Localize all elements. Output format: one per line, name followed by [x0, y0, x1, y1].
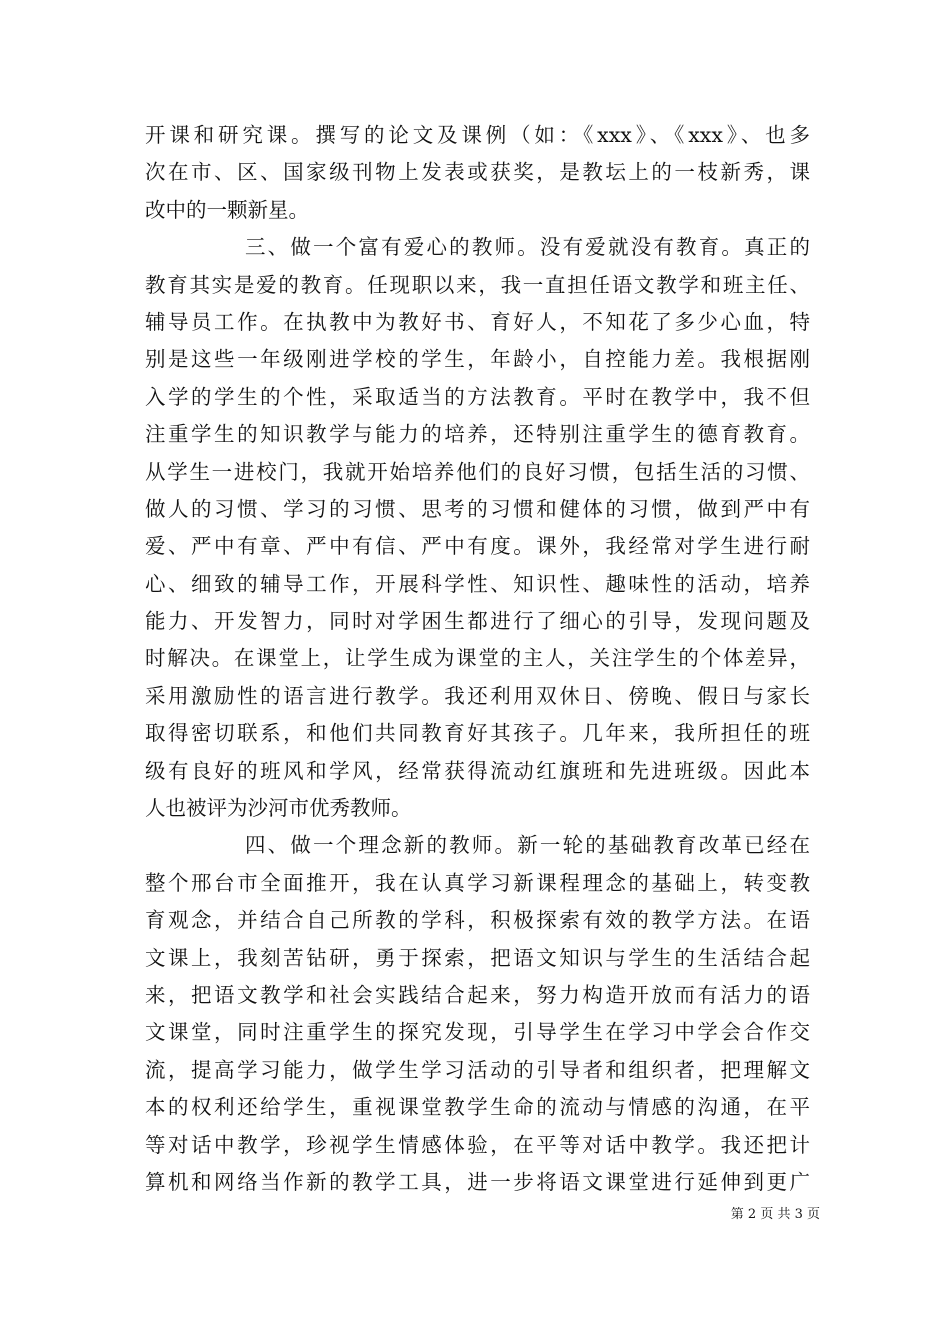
text-line: 次在市、区、国家级刊物上发表或获奖，是教坛上的一枝新秀，课	[145, 160, 810, 185]
text-line: 爱、严中有章、严中有信、严中有度。课外，我经常对学生进行耐	[145, 534, 810, 559]
text-line: 文课上，我刻苦钻研，勇于探索，把语文知识与学生的生活结合起	[145, 945, 810, 970]
text-line: 采用激励性的语言进行教学。我还利用双休日、傍晚、假日与家长	[145, 683, 810, 708]
text-line: 教育其实是爱的教育。任现职以来，我一直担任语文教学和班主任、	[145, 272, 810, 297]
text-line: 时解决。在课堂上，让学生成为课堂的主人，关注学生的个体差异，	[145, 646, 810, 671]
text-line: 等对话中教学，珍视学生情感体验，在平等对话中教学。我还把计	[145, 1132, 810, 1157]
text-line: 流，提高学习能力，做学生学习活动的引导者和组织者，把理解文	[145, 1057, 810, 1082]
text-line: 取得密切联系，和他们共同教育好其孩子。几年来，我所担任的班	[145, 721, 810, 746]
text-line: 别是这些一年级刚进学校的学生，年龄小，自控能力差。我根据刚	[145, 347, 810, 372]
text-line: 本的权利还给学生，重视课堂教学生命的流动与情感的沟通，在平	[145, 1095, 810, 1120]
text-line: 改中的一颗新星。	[145, 197, 309, 222]
text-line: 注重学生的知识教学与能力的培养，还特别注重学生的德育教育。	[145, 422, 810, 447]
paragraph	[145, 827, 810, 1201]
paragraph	[145, 117, 810, 229]
page-number-footer: 第 2 页 共 3 页	[730, 1207, 820, 1222]
text-line: 人也被评为沙河市优秀教师。	[145, 796, 412, 821]
text-line: 育观念，并结合自己所教的学科，积极探索有效的教学方法。在语	[145, 908, 810, 933]
text-line: 从学生一进校门，我就开始培养他们的良好习惯，包括生活的习惯、	[145, 459, 810, 484]
text-line: 级有良好的班风和学风，经常获得流动红旗班和先进班级。因此本	[145, 758, 810, 783]
text-line: 辅导员工作。在执教中为教好书、育好人，不知花了多少心血，特	[145, 309, 810, 334]
paragraph	[145, 229, 810, 827]
text-line: 心、细致的辅导工作，开展科学性、知识性、趣味性的活动，培养	[145, 571, 810, 596]
body-text	[145, 117, 810, 1201]
text-line: 做人的习惯、学习的习惯、思考的习惯和健体的习惯，做到严中有	[145, 496, 810, 521]
text-line: 整个邢台市全面推开，我在认真学习新课程理念的基础上，转变教	[145, 870, 810, 895]
text-line: 文课堂，同时注重学生的探究发现，引导学生在学习中学会合作交	[145, 1020, 810, 1045]
text-line: 算机和网络当作新的教学工具，进一步将语文课堂进行延伸到更广	[145, 1169, 810, 1194]
text-line: 四、做一个理念新的教师。新一轮的基础教育改革已经在	[245, 833, 810, 858]
text-line: 入学的学生的个性，采取适当的方法教育。平时在教学中，我不但	[145, 384, 810, 409]
text-line: 开课和研究课。撰写的论文及课例（如：《xxx》、《xxx》、也多	[145, 123, 810, 147]
text-line: 来，把语文教学和社会实践结合起来，努力构造开放而有活力的语	[145, 982, 810, 1007]
text-line: 能力、开发智力，同时对学困生都进行了细心的引导，发现问题及	[145, 609, 810, 634]
text-line: 三、做一个富有爱心的教师。没有爱就没有教育。真正的	[245, 235, 810, 260]
